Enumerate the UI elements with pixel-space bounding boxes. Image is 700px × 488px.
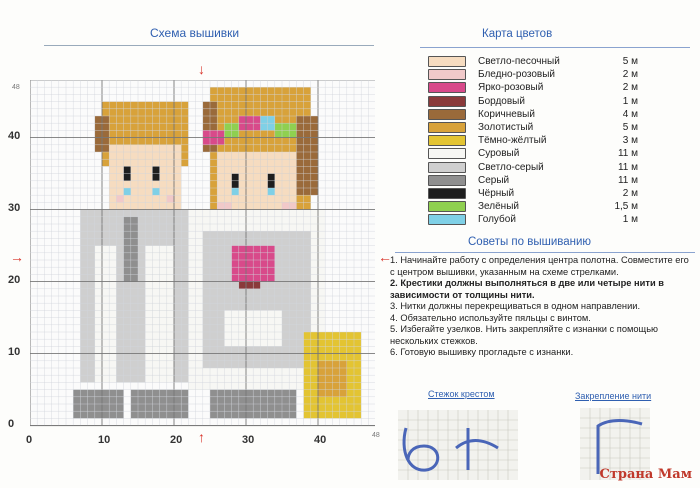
color-name: Суровый (478, 148, 520, 160)
color-swatch (428, 69, 466, 80)
color-swatch (428, 201, 466, 212)
color-amount: 2 м (622, 69, 638, 81)
color-amount: 2 м (622, 188, 638, 199)
color-row (428, 108, 638, 121)
color-row (428, 95, 638, 108)
color-swatch (428, 214, 466, 225)
corner-label-right: 48 (372, 431, 380, 439)
x-tick-label: 30 (242, 433, 255, 446)
color-row (428, 161, 638, 174)
center-arrow-right: ← (378, 249, 392, 265)
y-tick-label: 0 (8, 417, 15, 430)
color-amount: 1 м (622, 214, 638, 226)
color-swatch (428, 122, 466, 133)
color-name: Светло-песочный (478, 56, 560, 67)
tips-underline (395, 252, 695, 253)
color-swatch (428, 109, 466, 120)
thread-fix-label: Закрепление нити (575, 391, 652, 401)
scheme-title: Схема вышивки (150, 26, 240, 40)
color-amount: 4 м (622, 108, 638, 120)
color-swatch (428, 162, 466, 173)
right-column (390, 0, 695, 488)
tip-3: 3. Нитки должны перекрещиваться в одном направлении. (390, 301, 641, 311)
cross-stitch-label: Стежок крестом (428, 389, 495, 399)
tip-4: 4. Обязательно используйте пяльцы с винтом. (390, 312, 591, 323)
y-tick-label: 40 (8, 129, 21, 142)
color-amount: 5 м (622, 122, 638, 133)
color-row (428, 121, 638, 134)
color-name: Бледно-розовый (478, 69, 556, 81)
color-swatch (428, 56, 466, 67)
tips-list (390, 255, 690, 359)
color-swatch (428, 148, 466, 159)
color-row (428, 55, 638, 68)
color-row (428, 134, 638, 147)
tip-5: 5. Избегайте узелков. Нить закрепляйте с изнанки с помощью нескольких стежков. (390, 324, 659, 346)
color-swatch (428, 175, 466, 186)
center-arrow-left: → (10, 249, 24, 265)
color-name: Чёрный (478, 188, 515, 199)
color-card-underline (420, 47, 690, 48)
color-amount: 3 м (622, 135, 638, 147)
color-name: Коричневый (478, 108, 535, 120)
tips-title: Советы по вышиванию (468, 236, 592, 248)
center-arrow-top: ↓ (198, 61, 205, 77)
y-tick-label: 10 (8, 345, 21, 358)
pattern-grid (30, 80, 375, 430)
embroidery-pattern (30, 80, 375, 430)
color-name: Зелёный (478, 201, 519, 213)
watermark: Страна Мам (599, 467, 692, 482)
color-swatch (428, 135, 466, 146)
color-amount: 1,5 м (614, 201, 638, 213)
center-arrow-bottom: ↑ (198, 429, 205, 445)
color-row (428, 200, 638, 213)
color-swatch (428, 82, 466, 93)
color-amount: 11 м (617, 148, 638, 160)
x-tick-label: 20 (170, 433, 183, 446)
color-row (428, 187, 638, 200)
y-tick-label: 20 (8, 273, 21, 286)
color-amount: 11 м (617, 161, 638, 173)
color-name: Светло-серый (478, 161, 544, 173)
color-swatch (428, 188, 466, 199)
cross-stitch-illustration (398, 410, 518, 480)
color-row (428, 213, 638, 226)
corner-label-top: 48 (12, 84, 20, 91)
color-row (428, 68, 638, 81)
color-name: Серый (478, 174, 510, 186)
tip-6: 6. Готовую вышивку прогладьте с изнанки. (390, 347, 574, 357)
tip-2: 2. Крестики должны выполняться в две или четыре нити в зависимости от толщины нити. (390, 278, 664, 300)
color-name: Золотистый (478, 122, 534, 133)
color-name: Голубой (478, 214, 516, 226)
color-card-title: Карта цветов (482, 28, 553, 40)
color-amount: 1 м (622, 95, 638, 107)
tip-1: 1. Начинайте работу с определения центра полотна. Совместите его с центром вышивки, указанным на схеме стрелками. (390, 255, 689, 277)
color-name: Тёмно-жёлтый (478, 135, 547, 147)
x-tick-label: 10 (98, 433, 111, 446)
color-row (428, 81, 638, 94)
color-name: Ярко-розовый (478, 82, 544, 94)
scheme-title-underline (44, 45, 374, 46)
x-tick-label: 0 (26, 433, 33, 446)
color-amount: 5 м (622, 56, 638, 67)
y-tick-label: 30 (8, 201, 21, 214)
color-name: Бордовый (478, 95, 525, 107)
color-row (428, 174, 638, 187)
x-tick-label: 40 (314, 433, 327, 446)
color-swatch (428, 96, 466, 107)
color-amount: 2 м (622, 82, 638, 94)
color-amount: 11 м (617, 174, 638, 186)
color-row (428, 147, 638, 160)
